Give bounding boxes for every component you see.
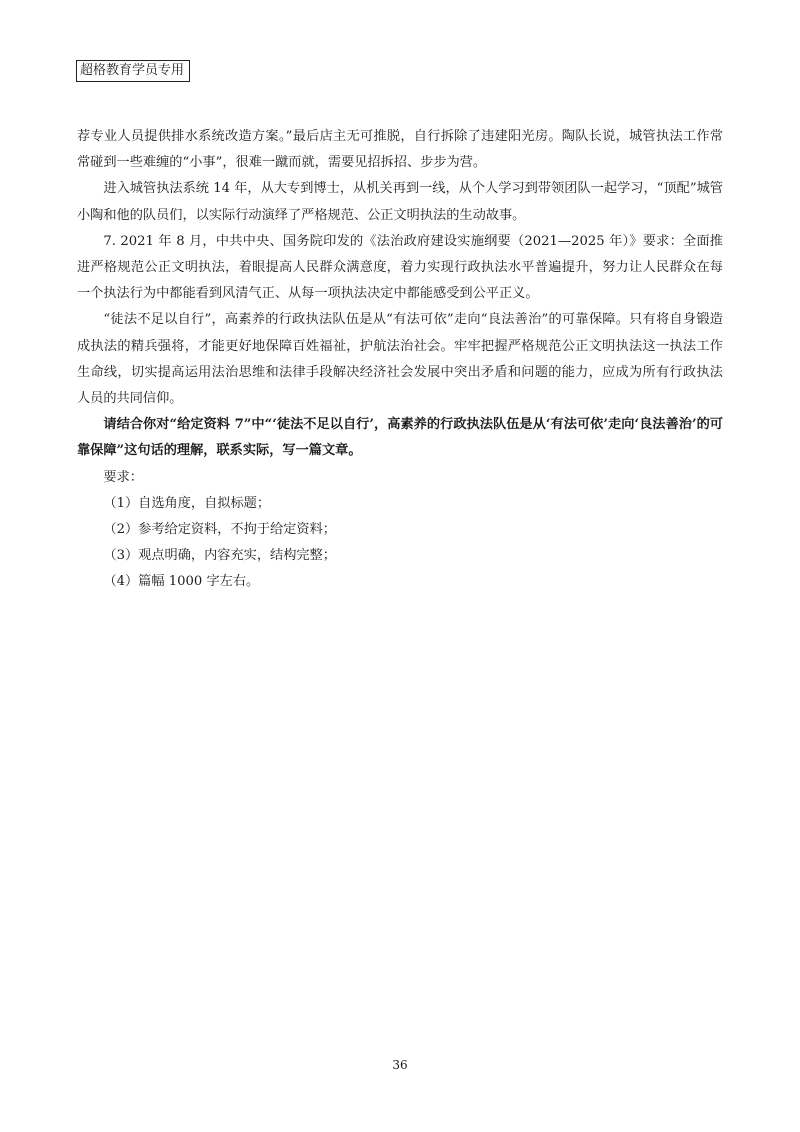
document-body (77, 124, 723, 596)
paragraph-1: 荐专业人员提供排水系统改造方案。”最后店主无可推脱，自行拆除了违建阳光房。陶队长说，城管执法工作常常碰到一些难缠的“小事”，很难一蹴而就，需要见招拆招、步步为营。 (77, 129, 723, 171)
paragraph-4: “徒法不足以自行”，高素养的行政执法队伍是从“有法可依”走向“良法善治”的可靠保障。只有将自身锻造成执法的精兵强将，才能更好地保障百姓福祉，护航法治社会。牢牢把握严格规范公正文明执法这一执法工作生命线，切实提高运用法治思维和法律手段解决经济社会发展中突出矛盾和问题的能力，应成为所有行政执法人员的共同信仰。 (77, 312, 723, 407)
page-number: 36 (392, 1058, 408, 1072)
requirement-item-1: （1）自选角度，自拟标题； (103, 495, 271, 511)
essay-question: 请结合你对“给定资料 7”中“‘徒法不足以自行’，高素养的行政执法队伍是从‘有法可依’走向‘良法善治’的可靠保障”这句话的理解，联系实际，写一篇文章。 (77, 417, 723, 459)
requirement-item-3: （3）观点明确，内容充实，结构完整； (103, 548, 336, 564)
requirements-title: 要求： (103, 469, 143, 485)
paragraph-2: 进入城管执法系统 14 年，从大专到博士，从机关再到一线，从个人学习到带领团队一起学习，“顶配”城管小陶和他的队员们，以实际行动演绎了严格规范、公正文明执法的生动故事。 (77, 181, 723, 223)
paragraph-3: 7. 2021 年 8 月，中共中央、国务院印发的《法治政府建设实施纲要（2021—2025 年）》要求：全面推进严格规范公正文明执法，着眼提高人民群众满意度，着力实现行政执法水平普遍提升，努力让人民群众在每一个执法行为中都能看到风清气正、从每一项执法决定中都能感受到公平正义。 (77, 233, 723, 302)
requirement-item-2: （2）参考给定资料，不拘于给定资料； (103, 522, 336, 538)
requirement-item-4: （4）篇幅 1000 字左右。 (103, 574, 260, 590)
header-label: 超格教育学员专用 (76, 60, 190, 82)
